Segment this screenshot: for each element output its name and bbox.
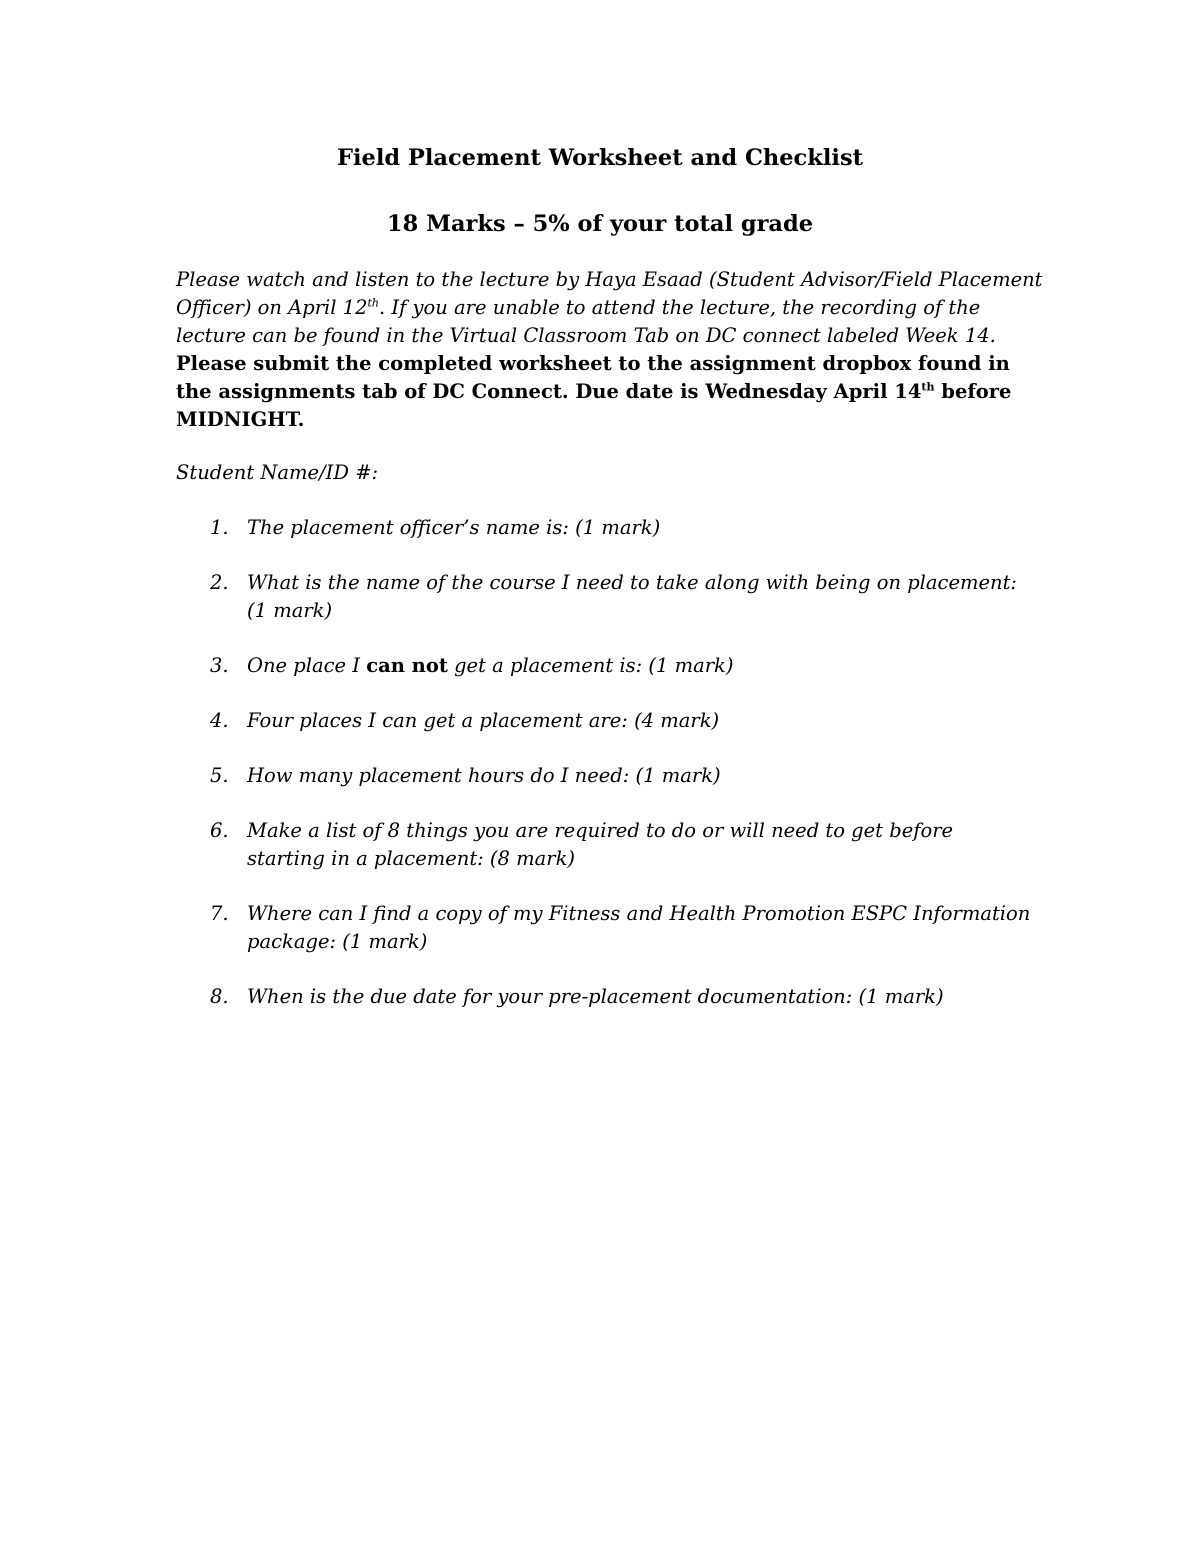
question-number: 3. bbox=[210, 654, 229, 677]
question-text: Make a list of 8 things you are required to do or will need to get before starting in a placement: (8 mark) bbox=[247, 819, 954, 870]
instructions-italic-part1: Please watch and listen to the lecture by Haya Esaad (Student Advisor/Field Placement Officer) on April 12 bbox=[176, 268, 1043, 319]
question-item bbox=[176, 569, 1036, 625]
question-number: 5. bbox=[210, 764, 229, 787]
question-item bbox=[176, 983, 1036, 1011]
question-text: What is the name of the course I need to take along with being on placement: (1 mark) bbox=[247, 571, 1018, 622]
question-text: Where can I find a copy of my Fitness and Health Promotion ESPC Information package: (1 mark) bbox=[247, 902, 1031, 953]
student-name-label: Student Name/ID #: bbox=[176, 461, 379, 484]
instructions-bold-superscript: th bbox=[921, 380, 935, 394]
instructions-bold-part1: Please submit the completed worksheet to the assignment dropbox found in the assignments tab of DC Connect. Due date is Wednesday April 14 bbox=[176, 352, 1010, 403]
question-number: 8. bbox=[210, 985, 229, 1008]
question-text: The placement officer’s name is: (1 mark) bbox=[247, 516, 661, 539]
instructions-paragraph bbox=[176, 266, 1046, 434]
question-number: 4. bbox=[210, 709, 229, 732]
question-item bbox=[176, 900, 1036, 956]
question-number: 6. bbox=[210, 819, 229, 842]
question-item bbox=[176, 514, 1036, 542]
question-text: Four places I can get a placement are: (4 mark) bbox=[247, 709, 720, 732]
question-text: How many placement hours do I need: (1 mark) bbox=[247, 764, 721, 787]
instructions-italic-part2: . If you are unable to attend the lecture, the recording of the lecture can be found in the Virtual Classroom Tab on DC connect labeled Week 14. bbox=[176, 296, 996, 347]
question-text-before: One place I bbox=[247, 654, 367, 677]
instructions-italic-superscript: th bbox=[367, 296, 380, 310]
question-number: 7. bbox=[210, 902, 229, 925]
question-number: 1. bbox=[210, 516, 229, 539]
instructions-bold-part2: before MIDNIGHT. bbox=[176, 380, 1012, 431]
question-item bbox=[176, 707, 1036, 735]
question-number: 2. bbox=[210, 571, 229, 594]
question-item bbox=[176, 817, 1036, 873]
question-text-after: get a placement is: (1 mark) bbox=[447, 654, 734, 677]
question-text-emphasis: can not bbox=[366, 654, 448, 677]
question-text: When is the due date for your pre-placement documentation: (1 mark) bbox=[247, 985, 944, 1008]
document-subtitle: 18 Marks – 5% of your total grade bbox=[386, 211, 814, 237]
questions-list bbox=[176, 514, 1036, 1011]
question-item bbox=[176, 652, 1036, 680]
document-title: Field Placement Worksheet and Checklist bbox=[336, 145, 863, 171]
question-item bbox=[176, 762, 1036, 790]
